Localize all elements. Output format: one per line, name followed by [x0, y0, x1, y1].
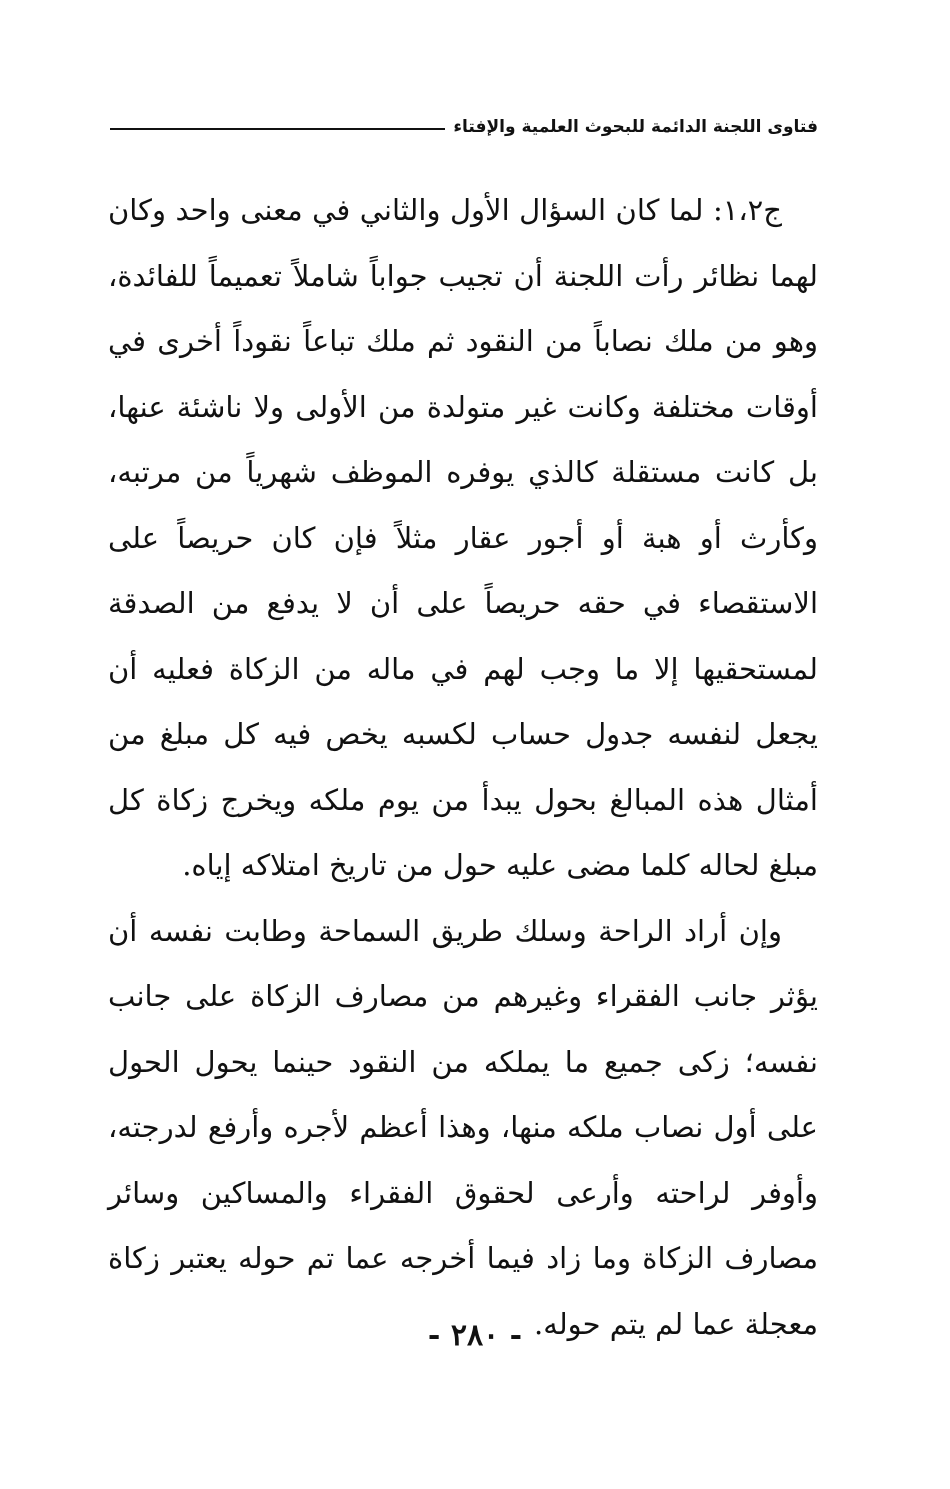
- page-number: - ٢٨٠ -: [427, 1318, 523, 1353]
- answer-paragraph-1: ج١،٢: لما كان السؤال الأول والثاني في معنى واحد وكان لهما نظائر رأت اللجنة أن تجيب جواباً شاملاً تعميماً للفائدة، وهو من ملك نصاباً من النقود ثم ملك تباعاً نقوداً أخرى في أوقات مختلفة وكانت غير متولدة من الأولى ولا ناشئة عنها، بل كانت مستقلة كالذي يوفره الموظف شهرياً من مرتبه، وكأرث أو هبة أو أجور عقار مثلاً فإن كان حريصاً على الاستقصاء في حقه حريصاً على أن لا يدفع من الصدقة لمستحقيها إلا ما وجب لهم في ماله من الزكاة فعليه أن يجعل لنفسه جدول حساب لكسبه يخص فيه كل مبلغ من أمثال هذه المبالغ بحول يبدأ من يوم ملكه ويخرج زكاة كل مبلغ لحاله كلما مضى عليه حول من تاريخ امتلاكه إياه.: [108, 193, 819, 882]
- answer-paragraph-2: وإن أراد الراحة وسلك طريق السماحة وطابت نفسه أن يؤثر جانب الفقراء وغيرهم من مصارف الزكاة على جانب نفسه؛ زكى جميع ما يملكه من النقود حينما يحول الحول على أول نصاب ملكه منها، وهذا أعظم لأجره وأرفع لدرجته، وأوفر لراحته وأرعى لحقوق الفقراء والمساكين وسائر مصارف الزكاة وما زاد فيما أخرجه عما تم حوله يعتبر زكاة معجلة عما لم يتم حوله.: [108, 913, 818, 1341]
- running-header: [110, 112, 818, 142]
- header-title: فتاوى اللجنة الدائمة للبحوث العلمية والإفتاء: [453, 117, 818, 137]
- body-text: [108, 178, 818, 1357]
- header-rule: [110, 128, 445, 130]
